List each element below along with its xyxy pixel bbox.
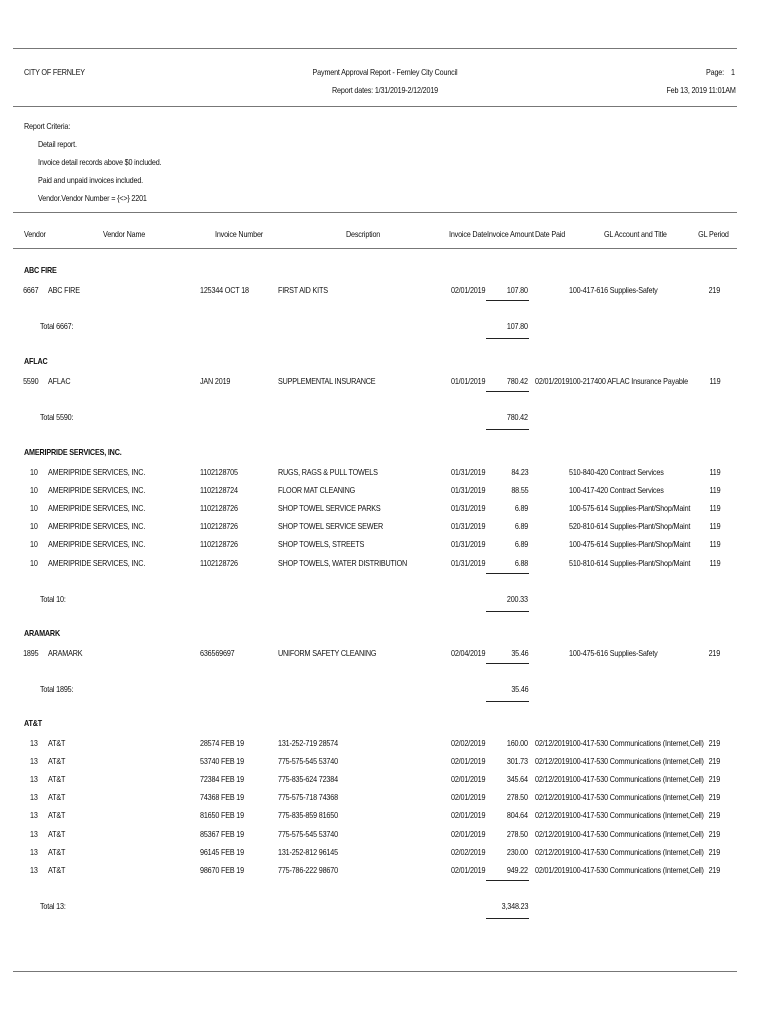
row-gl-account: 100-417-530 Communications (Internet,Cell)	[569, 865, 704, 875]
row-gl-period: 219	[708, 865, 720, 875]
row-gl-account: 100-217400 AFLAC Insurance Payable	[569, 377, 688, 386]
row-description: FIRST AID KITS	[278, 286, 328, 295]
row-vendor-number: 13	[30, 829, 38, 839]
row-invoice-number: 1102128724	[200, 486, 238, 496]
row-invoice-date: 01/01/2019	[451, 377, 486, 386]
row-description: SHOP TOWELS, STREETS	[278, 540, 365, 550]
row-gl-period: 119	[709, 522, 720, 532]
criteria-line: Vendor.Vendor Number = {<>} 2201	[38, 194, 147, 203]
col-invoice-date: Invoice Date	[449, 230, 487, 239]
criteria-line: Invoice detail records above $0 included.	[38, 158, 162, 167]
row-description: RUGS, RAGS & PULL TOWELS	[278, 468, 378, 477]
row-vendor-name: AMERIPRIDE SERVICES, INC.	[48, 522, 146, 532]
row-gl-period: 119	[709, 540, 720, 550]
row-invoice-date: 02/01/2019	[451, 829, 486, 839]
total-underline	[486, 611, 529, 612]
row-gl-period: 219	[708, 829, 720, 839]
row-vendor-name: AMERIPRIDE SERVICES, INC.	[48, 504, 146, 514]
row-description: 131-252-719 28574	[278, 739, 338, 748]
row-invoice-date: 02/01/2019	[451, 286, 486, 295]
row-invoice-amount: 84.23	[510, 468, 528, 477]
row-invoice-amount: 230.00	[507, 847, 528, 857]
row-invoice-number: 1102128726	[200, 540, 238, 550]
row-gl-account: 100-417-530 Communications (Internet,Cell)	[569, 793, 704, 803]
row-gl-period: 219	[708, 757, 720, 767]
row-vendor-name: AMERIPRIDE SERVICES, INC.	[48, 558, 146, 568]
row-invoice-amount: 949.22	[507, 865, 528, 875]
row-vendor-number: 13	[30, 757, 38, 767]
row-gl-account: 520-810-614 Supplies-Plant/Shop/Maint	[569, 522, 691, 532]
col-description: Description	[346, 230, 381, 239]
row-vendor-name: ABC FIRE	[48, 286, 80, 295]
row-gl-period: 219	[708, 649, 720, 658]
row-invoice-amount: 35.46	[510, 649, 528, 658]
row-gl-period: 119	[709, 377, 720, 386]
row-invoice-amount: 780.42	[507, 377, 528, 386]
report-dates: Report dates: 1/31/2019-2/12/2019	[332, 86, 438, 95]
criteria-line: Paid and unpaid invoices included.	[38, 176, 143, 185]
vendor-group-name: AT&T	[24, 719, 42, 728]
row-invoice-date: 01/31/2019	[451, 522, 486, 532]
row-vendor-name: AT&T	[48, 739, 66, 748]
row-vendor-number: 10	[30, 504, 38, 514]
row-gl-period: 219	[708, 739, 720, 748]
subtotal-underline	[486, 573, 529, 574]
bottom-rule	[13, 971, 737, 972]
row-gl-account: 100-417-616 Supplies-Safety	[569, 286, 658, 295]
col-vendor-name: Vendor Name	[103, 230, 146, 239]
group-total-amount: 107.80	[507, 322, 528, 332]
row-invoice-date: 01/31/2019	[451, 468, 486, 477]
vendor-group-name: ARAMARK	[24, 629, 60, 638]
page-label: Page:	[706, 68, 724, 77]
row-gl-account: 100-475-616 Supplies-Safety	[569, 649, 658, 658]
subtotal-underline	[486, 663, 529, 664]
row-invoice-number: 85367 FEB 19	[200, 829, 244, 839]
row-description: 775-575-545 53740	[278, 829, 338, 839]
col-invoice-number: Invoice Number	[215, 230, 264, 239]
criteria-title: Report Criteria:	[24, 122, 71, 131]
row-vendor-number: 1895	[22, 649, 38, 658]
vendor-group-name: ABC FIRE	[24, 266, 57, 275]
row-vendor-name: AMERIPRIDE SERVICES, INC.	[48, 468, 146, 477]
row-gl-account: 510-810-614 Supplies-Plant/Shop/Maint	[569, 558, 691, 568]
row-description: UNIFORM SAFETY CLEANING	[278, 649, 377, 658]
row-vendor-number: 13	[30, 847, 38, 857]
row-gl-period: 119	[709, 504, 720, 514]
row-vendor-name: AMERIPRIDE SERVICES, INC.	[48, 540, 146, 550]
group-total-amount: 780.42	[507, 413, 528, 423]
row-invoice-number: 74368 FEB 19	[200, 793, 244, 803]
row-vendor-number: 5590	[22, 377, 38, 386]
row-vendor-number: 13	[30, 775, 38, 785]
criteria-line: Detail report.	[38, 140, 77, 149]
total-underline	[486, 701, 529, 702]
row-gl-period: 119	[709, 486, 720, 496]
row-vendor-name: AT&T	[48, 829, 66, 839]
row-invoice-number: 81650 FEB 19	[200, 811, 244, 821]
subtotal-underline	[486, 880, 529, 881]
row-description: 775-835-624 72384	[278, 775, 338, 785]
group-total-amount: 3,348.23	[501, 901, 528, 911]
row-description: SHOP TOWEL SERVICE PARKS	[278, 504, 381, 514]
row-invoice-number: 1102128726	[200, 504, 238, 514]
row-invoice-amount: 6.89	[514, 540, 528, 550]
row-description: FLOOR MAT CLEANING	[278, 486, 356, 496]
group-total-label: Total 10:	[40, 594, 66, 604]
row-date-paid: 02/12/2019	[535, 757, 570, 767]
row-description: 131-252-812 96145	[278, 847, 338, 857]
row-invoice-number: 72384 FEB 19	[200, 775, 244, 785]
row-invoice-amount: 345.64	[507, 775, 528, 785]
row-description: SHOP TOWELS, WATER DISTRIBUTION	[278, 558, 408, 568]
row-invoice-date: 02/01/2019	[451, 775, 486, 785]
row-date-paid: 02/12/2019	[535, 847, 570, 857]
row-invoice-number: 28574 FEB 19	[200, 739, 244, 748]
row-date-paid: 02/12/2019	[535, 775, 570, 785]
row-vendor-name: AT&T	[48, 865, 66, 875]
row-vendor-number: 6667	[22, 286, 38, 295]
row-vendor-number: 10	[30, 540, 38, 550]
row-vendor-name: AMERIPRIDE SERVICES, INC.	[48, 486, 146, 496]
group-total-label: Total 6667:	[40, 322, 74, 332]
row-invoice-date: 02/01/2019	[451, 865, 486, 875]
row-invoice-date: 02/01/2019	[451, 793, 486, 803]
col-date-paid: Date Paid	[535, 230, 566, 239]
row-invoice-number: 125344 OCT 18	[200, 286, 249, 295]
col-gl-account: GL Account and Title	[604, 230, 667, 239]
row-date-paid: 02/01/2019	[535, 377, 570, 386]
row-vendor-name: AT&T	[48, 847, 66, 857]
group-total-label: Total 13:	[40, 901, 66, 911]
row-invoice-date: 01/31/2019	[451, 540, 486, 550]
row-vendor-number: 13	[30, 865, 38, 875]
col-invoice-amount: Invoice Amount	[487, 230, 534, 239]
row-date-paid: 02/12/2019	[535, 739, 570, 748]
row-gl-account: 100-417-530 Communications (Internet,Cell)	[569, 739, 704, 748]
row-gl-account: 100-575-614 Supplies-Plant/Shop/Maint	[569, 504, 691, 514]
row-gl-period: 119	[709, 558, 720, 568]
row-invoice-date: 02/02/2019	[451, 847, 486, 857]
row-invoice-amount: 278.50	[507, 829, 528, 839]
row-description: 775-835-859 81650	[278, 811, 338, 821]
row-date-paid: 02/12/2019	[535, 811, 570, 821]
row-invoice-date: 02/04/2019	[451, 649, 486, 658]
row-date-paid: 02/12/2019	[535, 829, 570, 839]
row-gl-account: 100-417-530 Communications (Internet,Cell)	[569, 847, 704, 857]
row-vendor-number: 10	[30, 522, 38, 532]
row-date-paid: 02/01/2019	[535, 865, 570, 875]
row-gl-account: 100-417-530 Communications (Internet,Cell)	[569, 829, 704, 839]
row-gl-account: 100-417-530 Communications (Internet,Cell)	[569, 811, 704, 821]
vendor-group-name: AFLAC	[24, 357, 48, 366]
row-invoice-amount: 6.88	[514, 558, 528, 568]
row-gl-period: 219	[708, 811, 720, 821]
page-number: 1	[731, 68, 735, 77]
row-gl-account: 100-417-420 Contract Services	[569, 486, 664, 496]
row-vendor-number: 13	[30, 811, 38, 821]
col-gl-period: GL Period	[698, 230, 729, 239]
row-vendor-name: AT&T	[48, 757, 66, 767]
row-invoice-amount: 6.89	[514, 504, 528, 514]
row-vendor-name: AT&T	[48, 811, 66, 821]
row-invoice-date: 01/31/2019	[451, 558, 486, 568]
row-gl-account: 100-417-530 Communications (Internet,Cell)	[569, 775, 704, 785]
row-invoice-date: 02/01/2019	[451, 757, 486, 767]
row-invoice-amount: 6.89	[514, 522, 528, 532]
row-invoice-date: 02/02/2019	[451, 739, 486, 748]
row-description: 775-786-222 98670	[278, 865, 338, 875]
total-underline	[486, 429, 529, 430]
row-vendor-number: 10	[30, 558, 38, 568]
row-vendor-number: 10	[30, 468, 38, 477]
row-invoice-number: 1102128726	[200, 558, 238, 568]
row-invoice-amount: 88.55	[510, 486, 528, 496]
row-invoice-number: 1102128726	[200, 522, 238, 532]
row-gl-account: 510-840-420 Contract Services	[569, 468, 664, 477]
row-description: 775-575-545 53740	[278, 757, 338, 767]
row-vendor-name: AFLAC	[48, 377, 71, 386]
row-gl-period: 219	[708, 793, 720, 803]
row-invoice-number: 1102128705	[200, 468, 238, 477]
total-underline	[486, 338, 529, 339]
row-description: SUPPLEMENTAL INSURANCE	[278, 377, 376, 386]
row-gl-period: 219	[708, 847, 720, 857]
row-description: SHOP TOWEL SERVICE SEWER	[278, 522, 384, 532]
report-title: Payment Approval Report - Fernley City Council	[312, 68, 458, 77]
row-invoice-date: 02/01/2019	[451, 811, 486, 821]
row-vendor-name: AT&T	[48, 793, 66, 803]
col-vendor: Vendor	[24, 230, 46, 239]
row-invoice-amount: 278.50	[507, 793, 528, 803]
row-invoice-number: 96145 FEB 19	[200, 847, 244, 857]
row-gl-account: 100-417-530 Communications (Internet,Cell)	[569, 757, 704, 767]
row-invoice-number: JAN 2019	[200, 377, 231, 386]
group-total-amount: 35.46	[510, 685, 528, 695]
row-date-paid: 02/12/2019	[535, 793, 570, 803]
row-vendor-number: 10	[30, 486, 38, 496]
row-vendor-name: AT&T	[48, 775, 66, 785]
subtotal-underline	[486, 300, 529, 301]
row-invoice-number: 53740 FEB 19	[200, 757, 244, 767]
row-invoice-number: 98670 FEB 19	[200, 865, 244, 875]
row-vendor-number: 13	[30, 793, 38, 803]
vendor-group-name: AMERIPRIDE SERVICES, INC.	[24, 448, 122, 457]
row-invoice-number: 636569697	[200, 649, 235, 658]
subtotal-underline	[486, 391, 529, 392]
org-name: CITY OF FERNLEY	[24, 68, 85, 77]
row-invoice-amount: 301.73	[507, 757, 528, 767]
row-vendor-name: ARAMARK	[48, 649, 83, 658]
row-invoice-date: 01/31/2019	[451, 486, 486, 496]
row-gl-account: 100-475-614 Supplies-Plant/Shop/Maint	[569, 540, 691, 550]
row-gl-period: 219	[708, 286, 720, 295]
row-invoice-amount: 804.64	[507, 811, 528, 821]
row-invoice-amount: 160.00	[507, 739, 528, 748]
report-timestamp: Feb 13, 2019 11:01AM	[666, 86, 736, 95]
group-total-label: Total 1895:	[40, 685, 74, 695]
group-total-amount: 200.33	[507, 594, 528, 604]
row-invoice-date: 01/31/2019	[451, 504, 486, 514]
row-gl-period: 119	[709, 468, 720, 477]
row-invoice-amount: 107.80	[507, 286, 528, 295]
total-underline	[486, 918, 529, 919]
row-gl-period: 219	[708, 775, 720, 785]
row-description: 775-575-718 74368	[278, 793, 338, 803]
row-vendor-number: 13	[30, 739, 38, 748]
group-total-label: Total 5590:	[40, 413, 74, 423]
